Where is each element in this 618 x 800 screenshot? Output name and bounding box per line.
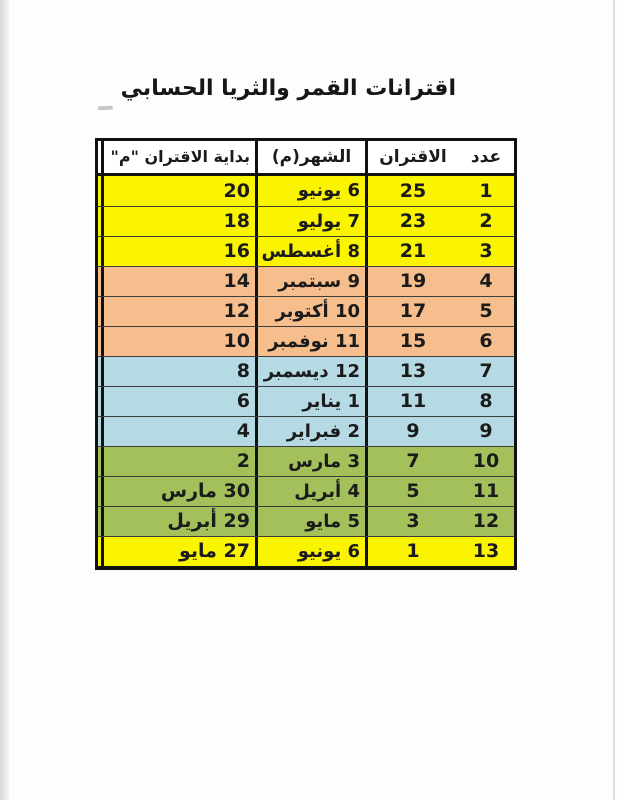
cell-month: 5 مايو (255, 507, 365, 536)
cell-count: 1 (479, 179, 493, 202)
cell-conjunction: 5 (365, 477, 458, 506)
cell-count: 8 (479, 390, 493, 412)
page-left-edge-shading (0, 0, 9, 800)
table-row (98, 506, 514, 536)
cell-start: 27 مايو (101, 537, 255, 566)
cell-count: 9 (479, 420, 493, 442)
header-conjunction: الاقتران (365, 141, 458, 173)
cell-conjunction: 17 (365, 297, 458, 326)
cell-conjunction: 21 (365, 237, 458, 266)
cell-conjunction: 3 (365, 507, 458, 536)
table-row (98, 206, 514, 236)
cell-conjunction: 11 (365, 387, 458, 416)
cell-month: 12 ديسمبر (255, 357, 365, 386)
cell-count: 7 (479, 360, 493, 382)
cell-conjunction: 7 (365, 447, 458, 476)
cell-month: 4 أبريل (255, 477, 365, 506)
cell-count: 10 (472, 450, 500, 472)
cell-start: 30 مارس (101, 477, 255, 506)
table-header-row (98, 141, 514, 176)
cell-start: 12 (101, 297, 255, 326)
cell-conjunction: 1 (365, 537, 458, 566)
conjunction-table (95, 138, 517, 570)
cell-count: 5 (479, 300, 493, 322)
cell-count: 2 (479, 210, 493, 232)
table-row (98, 326, 514, 356)
cell-conjunction: 13 (365, 357, 458, 386)
scan-smudge-mark (98, 106, 113, 111)
cell-month: 3 مارس (255, 447, 365, 476)
cell-start: 20 (101, 176, 255, 206)
cell-count: 11 (472, 480, 500, 502)
cell-start: 16 (101, 237, 255, 266)
header-count: عدد (458, 141, 514, 173)
cell-month: 2 فبراير (255, 417, 365, 446)
cell-month: 10 أكتوبر (255, 297, 365, 326)
cell-month: 7 يوليو (255, 207, 365, 236)
cell-start: 10 (101, 327, 255, 356)
cell-count: 13 (472, 540, 500, 562)
cell-conjunction: 23 (365, 207, 458, 236)
cell-start: 18 (101, 207, 255, 236)
cell-start: 6 (101, 387, 255, 416)
cell-month: 11 نوفمبر (255, 327, 365, 356)
cell-month: 9 سبتمبر (255, 267, 365, 296)
table-body (98, 176, 514, 566)
table-row (98, 236, 514, 266)
cell-start: 4 (101, 417, 255, 446)
table-row (98, 386, 514, 416)
table-row (98, 416, 514, 446)
cell-start: 8 (101, 357, 255, 386)
table-row (98, 356, 514, 386)
cell-count: 4 (479, 270, 493, 292)
table-row (98, 266, 514, 296)
cell-conjunction: 19 (365, 267, 458, 296)
table-row (98, 446, 514, 476)
cell-count: 6 (479, 330, 493, 352)
cell-count: 3 (479, 240, 493, 262)
cell-conjunction: 15 (365, 327, 458, 356)
table-row (98, 296, 514, 326)
cell-count: 12 (472, 510, 500, 532)
table-row (98, 476, 514, 506)
page-right-edge-shading (613, 0, 615, 800)
page-title: اقترانات القمر والثريا الحسابي (120, 76, 456, 101)
cell-conjunction: 25 (365, 176, 458, 206)
header-month: الشهر(م) (255, 141, 365, 173)
table-row (98, 536, 514, 566)
cell-conjunction: 9 (365, 417, 458, 446)
cell-month: 6 يونيو (255, 176, 365, 206)
table-row (98, 176, 514, 206)
header-start: بداية الاقتران "م" (101, 141, 255, 173)
cell-month: 1 يناير (255, 387, 365, 416)
cell-month: 6 يونيو (255, 537, 365, 566)
cell-start: 14 (101, 267, 255, 296)
cell-month: 8 أغسطس (255, 237, 365, 266)
cell-start: 29 أبريل (101, 507, 255, 536)
cell-start: 2 (101, 447, 255, 476)
